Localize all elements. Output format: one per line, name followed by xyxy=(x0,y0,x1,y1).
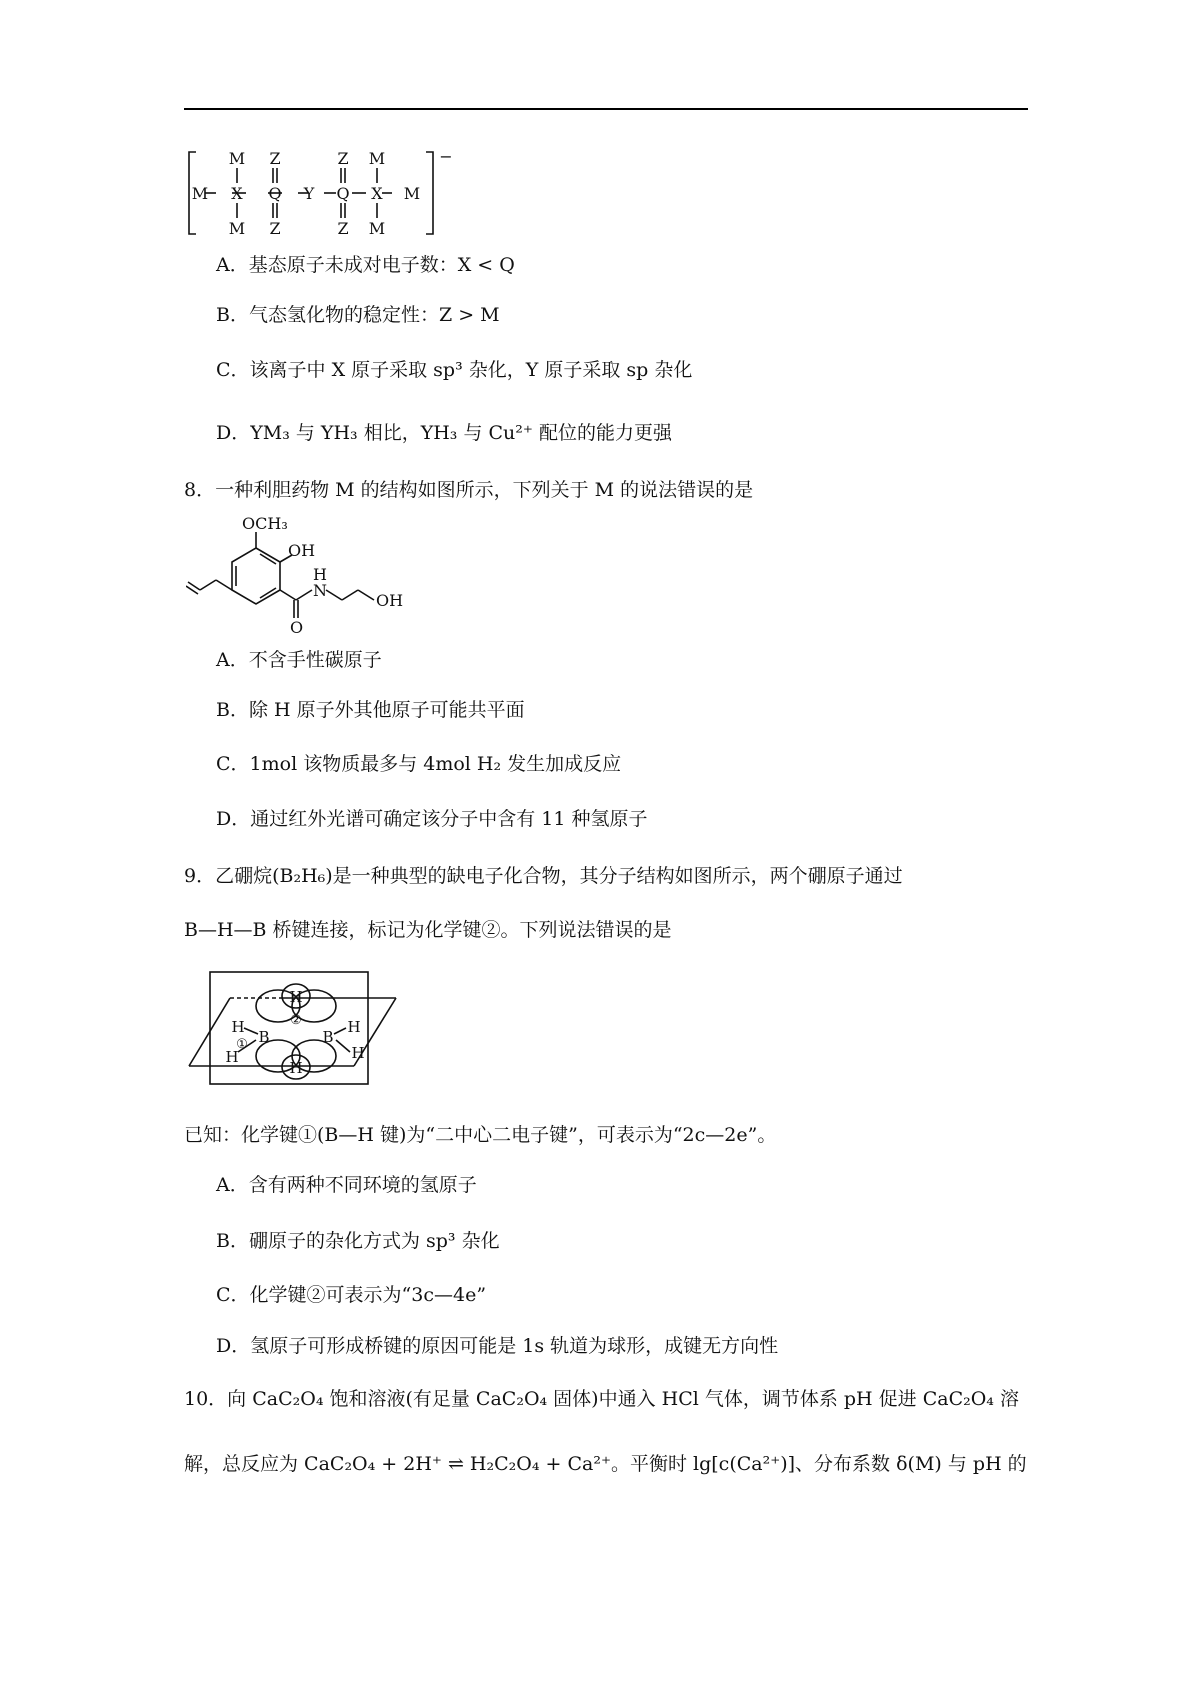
q7-mid-x2: X xyxy=(371,184,383,203)
q8-oh-label: OH xyxy=(288,541,316,560)
q9-boron-right: B xyxy=(322,1028,334,1046)
q9-terminal-h1: H xyxy=(231,1018,245,1036)
q9-boron-left: B xyxy=(258,1028,270,1046)
q9-option-c: C．化学键②可表示为“3c—4e” xyxy=(216,1284,487,1306)
q7-top-m1: M xyxy=(228,149,246,168)
q7-option-b-expr: Z > M xyxy=(438,304,500,326)
q9-terminal-h4: H xyxy=(351,1044,365,1062)
q8-h-label: H xyxy=(313,565,327,584)
q9-bridge-h-bottom: H xyxy=(289,1059,303,1077)
q8-o-label: O xyxy=(290,618,304,634)
q7-ion-structure xyxy=(186,148,456,240)
q7-mid-y: Y xyxy=(303,184,315,203)
q9-option-b: B．硼原子的杂化方式为 sp³ 杂化 xyxy=(216,1230,500,1252)
q8-option-c: C．1mol 该物质最多与 4mol H₂ 发生加成反应 xyxy=(216,753,622,775)
q7-mid-m1: M xyxy=(191,184,209,203)
q8-stem: 8．一种利胆药物 M 的结构如图所示，下列关于 M 的说法错误的是 xyxy=(184,479,754,501)
q7-top-z1: Z xyxy=(269,149,281,168)
q7-bot-z2: Z xyxy=(337,219,349,238)
header-rule xyxy=(184,108,1028,110)
q7-option-b-text: B．气态氢化物的稳定性： xyxy=(216,304,439,326)
q7-top-m2: M xyxy=(368,149,386,168)
q7-charge: − xyxy=(439,148,453,166)
q8-option-a: A．不含手性碳原子 xyxy=(216,649,382,671)
q8-option-d: D．通过红外光谱可确定该分子中含有 11 种氢原子 xyxy=(216,808,648,830)
q9-option-d: D．氢原子可形成桥键的原因可能是 1s 轨道为球形，成键无方向性 xyxy=(216,1335,779,1357)
q9-stem-line2: B—H—B 桥键连接，标记为化学键②。下列说法错误的是 xyxy=(184,919,672,941)
q9-bond2-marker: ② xyxy=(290,1013,302,1028)
q8-n-label: N xyxy=(313,581,327,600)
q7-option-a xyxy=(216,252,515,278)
q9-option-a: A．含有两种不同环境的氢原子 xyxy=(216,1174,477,1196)
q9-diborane-figure xyxy=(186,968,406,1090)
q7-bot-m1: M xyxy=(228,219,246,238)
q7-option-a-text: A．基态原子未成对电子数： xyxy=(216,254,458,276)
q7-option-d: D．YM₃ 与 YH₃ 相比，YH₃ 与 Cu²⁺ 配位的能力更强 xyxy=(216,422,672,444)
q7-bot-m2: M xyxy=(368,219,386,238)
q7-top-z2: Z xyxy=(337,149,349,168)
q10-stem-line2: 解，总反应为 CaC₂O₄ + 2H⁺ ⇌ H₂C₂O₄ + Ca²⁺。平衡时 lg[c(Ca²⁺)]、分布系数 δ(M) 与 pH 的 xyxy=(184,1453,1027,1475)
q9-bridge-h-top: H xyxy=(289,988,303,1006)
q7-option-c: C．该离子中 X 原子采取 sp³ 杂化，Y 原子采取 sp 杂化 xyxy=(216,359,693,381)
q7-option-b xyxy=(216,302,500,328)
q8-oh2-label: OH xyxy=(376,591,404,610)
q9-known-info: 已知：化学键①(B—H 键)为“二中心二电子键”，可表示为“2c—2e”。 xyxy=(184,1124,777,1146)
q8-molecule-structure xyxy=(186,514,416,634)
q7-mid-m2: M xyxy=(403,184,421,203)
q9-terminal-h2: H xyxy=(225,1048,239,1066)
q7-mid-q1: Q xyxy=(268,184,282,203)
q9-bond1-marker: ① xyxy=(236,1037,248,1052)
q7-bot-z1: Z xyxy=(269,219,281,238)
q7-mid-q2: Q xyxy=(336,184,350,203)
q9-stem-line1: 9．乙硼烷(B₂H₆)是一种典型的缺电子化合物，其分子结构如图所示，两个硼原子通过 xyxy=(184,865,903,887)
q7-option-a-expr: X < Q xyxy=(457,254,515,276)
q9-terminal-h3: H xyxy=(347,1018,361,1036)
q7-mid-x1: X xyxy=(231,184,243,203)
q8-och3-label: OCH₃ xyxy=(242,514,288,533)
q8-option-b: B．除 H 原子外其他原子可能共平面 xyxy=(216,699,525,721)
q10-stem-line1: 10．向 CaC₂O₄ 饱和溶液(有足量 CaC₂O₄ 固体)中通入 HCl 气体，调节体系 pH 促进 CaC₂O₄ 溶 xyxy=(184,1388,1019,1410)
